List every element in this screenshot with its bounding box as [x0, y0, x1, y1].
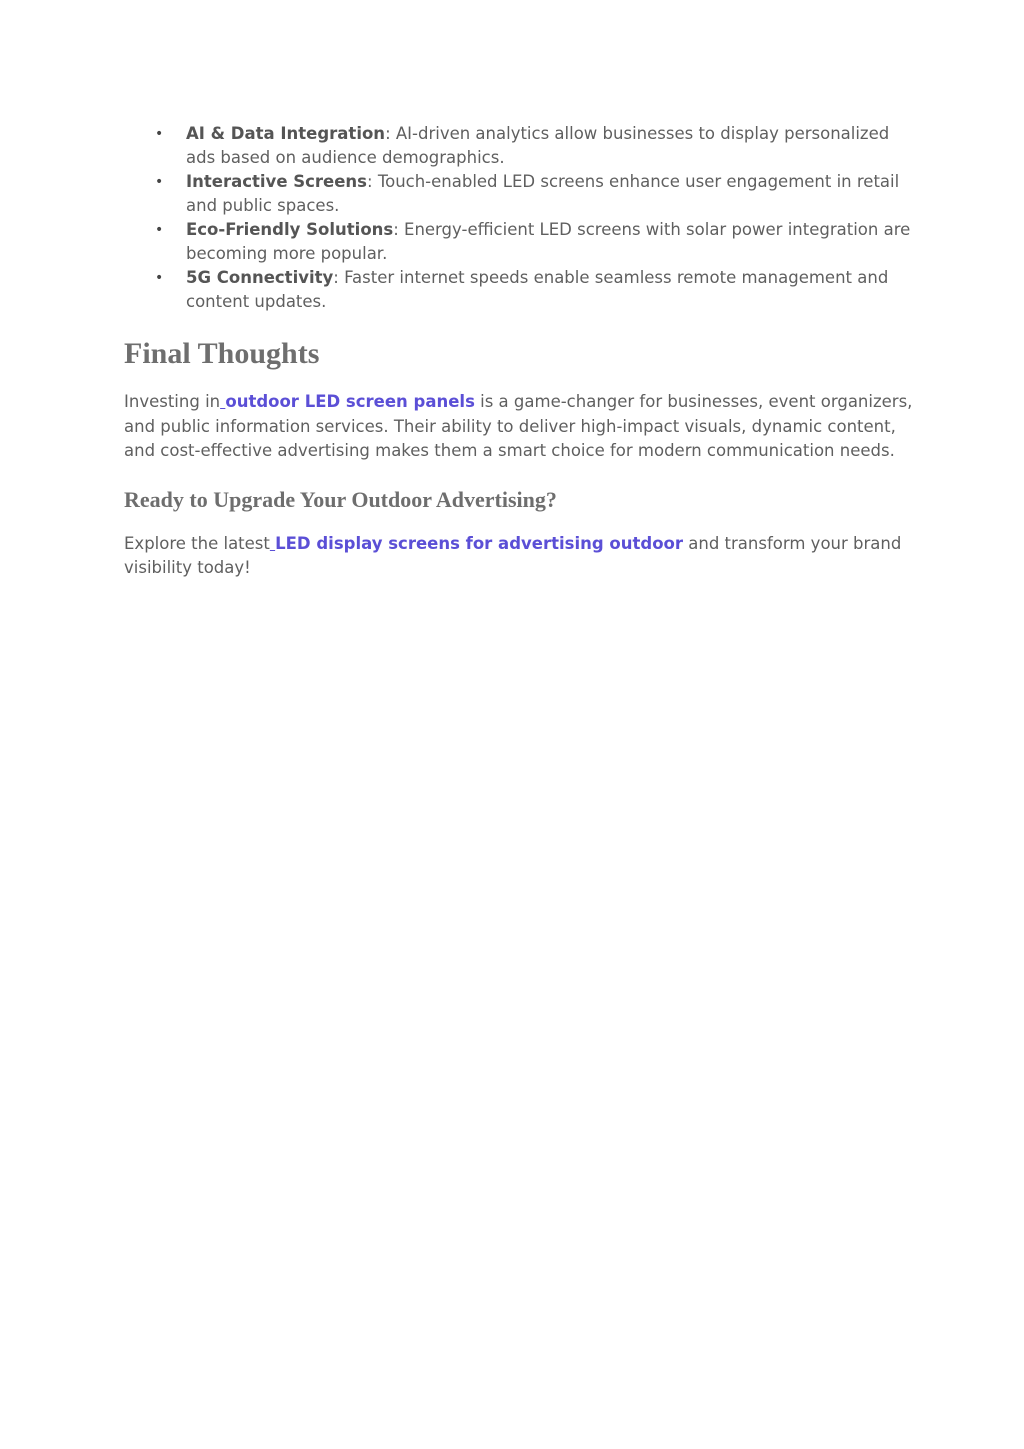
list-item: [155, 266, 914, 314]
paragraph-text-after: is a game-changer for businesses, event organizers, and public information services. Their ability to deliver high-impact visuals, dynamic content, and cost-effective advertising makes them a smart choice for modern communication needs.: [124, 392, 913, 460]
list-item-text: : Touch-enabled LED screens enhance user engagement in retail and public spaces.: [186, 172, 900, 215]
list-item: [155, 122, 914, 170]
paragraph-text-before: Investing in: [124, 392, 221, 411]
list-item: [155, 218, 914, 266]
trends-list: [124, 122, 914, 314]
list-item-text: : AI-driven analytics allow businesses to display personalized ads based on audience demographics.: [186, 124, 890, 167]
ready-to-upgrade-heading: Ready to Upgrade Your Outdoor Advertising?: [124, 486, 557, 512]
document-page: [124, 122, 914, 581]
list-item: [155, 170, 914, 218]
outdoor-led-panels-link[interactable]: outdoor LED screen panels: [225, 392, 475, 411]
bullet-icon: •: [155, 174, 164, 190]
list-item-term: 5G Connectivity: [186, 268, 334, 287]
ready-paragraph: [124, 532, 914, 581]
paragraph-text-after: and transform your brand visibility today!: [124, 533, 902, 577]
list-item-term: Eco-Friendly Solutions: [186, 220, 394, 239]
bullet-icon: •: [155, 222, 164, 238]
final-thoughts-heading: Final Thoughts: [124, 337, 320, 370]
list-item-term: AI & Data Integration: [186, 124, 386, 143]
bullet-icon: •: [155, 126, 164, 142]
list-item-text: : Faster internet speeds enable seamless remote management and content updates.: [186, 268, 889, 311]
bullet-icon: •: [155, 270, 164, 286]
list-item-text: : Energy-efficient LED screens with solar power integration are becoming more popular.: [186, 220, 911, 263]
list-item-term: Interactive Screens: [186, 172, 368, 191]
paragraph-text-before: Explore the latest: [124, 533, 270, 553]
led-display-screens-link[interactable]: LED display screens for advertising outdoor: [275, 533, 684, 553]
final-thoughts-paragraph: [124, 390, 914, 464]
